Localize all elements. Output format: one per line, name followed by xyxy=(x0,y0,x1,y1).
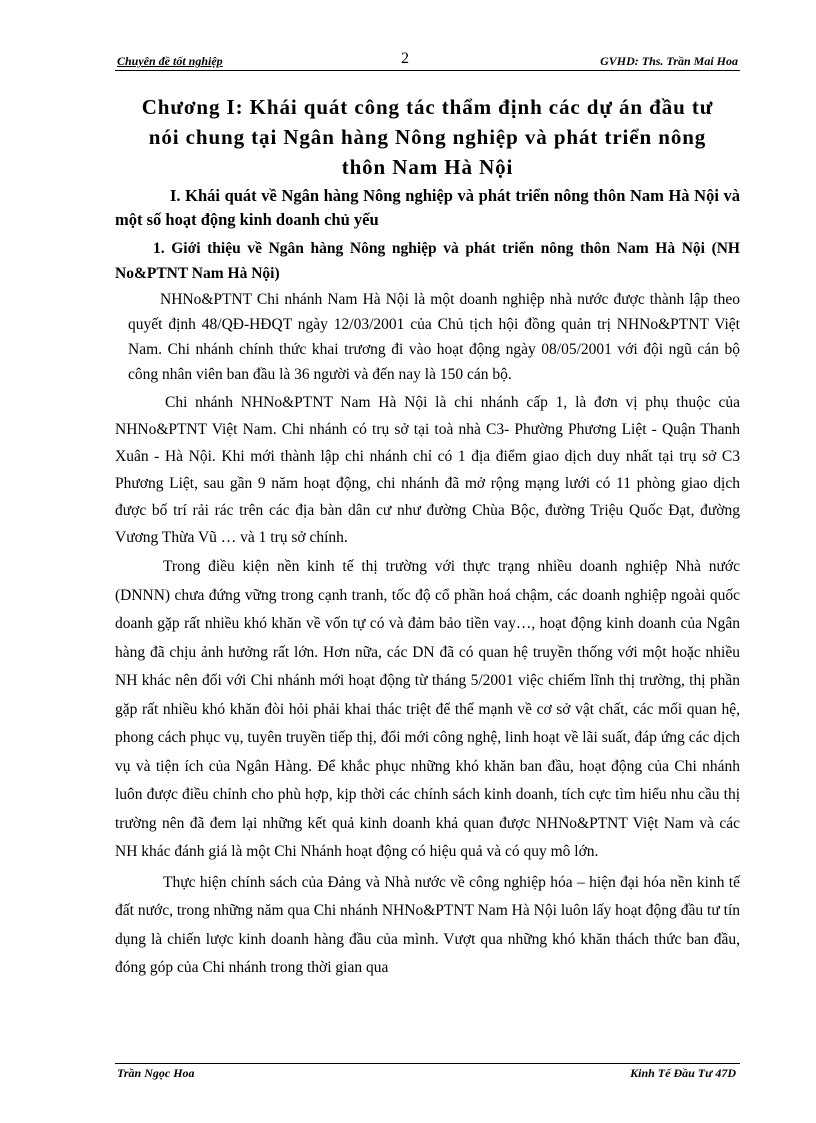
page-number: 2 xyxy=(401,50,409,67)
subsection-title: 1. Giới thiệu về Ngân hàng Nông nghiệp và phát triển nông thôn Nam Hà Nội (NH No&PTNT Nam Hà Nội) xyxy=(115,240,740,282)
chapter-title-line: Chương I: Khái quát công tác thẩm định các dự án đầu tư xyxy=(141,95,714,119)
body-paragraph: Thực hiện chính sách của Đảng và Nhà nước về công nghiệp hóa – hiện đại hóa nền kinh tế đất nước, trong những năm qua Chi nhánh NHNo&PTNT Nam Hà Nội luôn lấy hoạt động đầu tư tín dụng là chiến lược kinh doanh hàng đầu của mình. Vượt qua những khó khăn thách thức ban đầu, đóng góp của Chi nhánh trong thời gian qua xyxy=(115,873,740,976)
page-body xyxy=(115,92,740,983)
page-footer xyxy=(115,1063,740,1078)
body-paragraph: Chi nhánh NHNo&PTNT Nam Hà Nội là chi nhánh cấp 1, là đơn vị phụ thuộc của NHNo&PTNT Việt Nam. Chi nhánh có trụ sở tại toà nhà C3- Phường Phương Liệt - Quận Thanh Xuân - Hà Nội. Khi mới thành lập chi nhánh chỉ có 1 địa điểm giao dịch duy nhất tại trụ sở C3 Phương Liệt, sau gần 9 năm hoạt động, chi nhánh đã mở rộng mạng lưới có 11 phòng giao dịch được bố trí rải rác trên các địa bàn dân cư như đường Chùa Bộc, đường Triệu Quốc Đạt, đường Vương Thừa Vũ … và 1 trụ sở chính. xyxy=(115,394,740,546)
chapter-title xyxy=(115,92,740,182)
header-advisor: GVHD: Ths. Trần Mai Hoa xyxy=(600,54,738,68)
header-course-title: Chuyên đề tốt nghiệp xyxy=(117,54,223,68)
chapter-title-line: nói chung tại Ngân hàng Nông nghiệp và phát triển nông xyxy=(148,125,707,149)
footer-class: Kinh Tế Đầu Tư 47D xyxy=(630,1066,736,1080)
footer-author: Trần Ngọc Hoa xyxy=(117,1066,195,1080)
body-paragraph: Trong điều kiện nền kinh tế thị trường với thực trạng nhiều doanh nghiệp Nhà nước (DNNN) chưa đứng vững trong cạnh tranh, tốc độ cổ phần hoá chậm, các doanh nghiệp ngoài quốc doanh gặp rất nhiều khó khăn về vốn tự có và đảm bảo tiền vay…, hoạt động kinh doanh của Ngân hàng đã chịu ảnh hưởng rất lớn. Hơn nữa, các DN đã có quan hệ truyền thống với một hoặc nhiều NH khác nên đối với Chi nhánh mới hoạt động từ tháng 5/2001 việc chiếm lĩnh thị trường, thị phần gặp rất nhiều khó khăn đòi hỏi phải khai thác triệt để thế mạnh về cơ sở vật chất, các mối quan hệ, phong cách phục vụ, tuyên truyền tiếp thị, đổi mới công nghệ, linh hoạt về lãi suất, đáp ứng các dịch vụ và tiện ích của Ngân Hàng. Để khắc phục những khó khăn ban đầu, hoạt động của Chi nhánh luôn được điều chỉnh cho phù hợp, kịp thời các chính sách kinh doanh, tích cực tìm hiểu nhu cầu thị trường nên đã đem lại những kết quả kinh doanh khả quan được NHNo&PTNT Việt Nam và các NH khác đánh giá là một Chi Nhánh hoạt động có hiệu quả và có quy mô lớn. xyxy=(115,558,740,860)
section-title: I. Khái quát về Ngân hàng Nông nghiệp và phát triển nông thôn Nam Hà Nội và một số hoạt động kinh doanh chủ yếu xyxy=(115,186,740,229)
body-paragraph: NHNo&PTNT Chi nhánh Nam Hà Nội là một doanh nghiệp nhà nước được thành lập theo quyết định 48/QĐ-HĐQT ngày 12/03/2001 của Chủ tịch hội đồng quản trị NHNo&PTNT Việt Nam. Chi nhánh chính thức khai trương đi vào hoạt động ngày 08/05/2001 với đội ngũ cán bộ công nhân viên ban đầu là 36 người và đến nay là 150 cán bộ. xyxy=(128,291,740,383)
chapter-title-line: thôn Nam Hà Nội xyxy=(341,155,514,179)
page-header xyxy=(115,50,740,71)
